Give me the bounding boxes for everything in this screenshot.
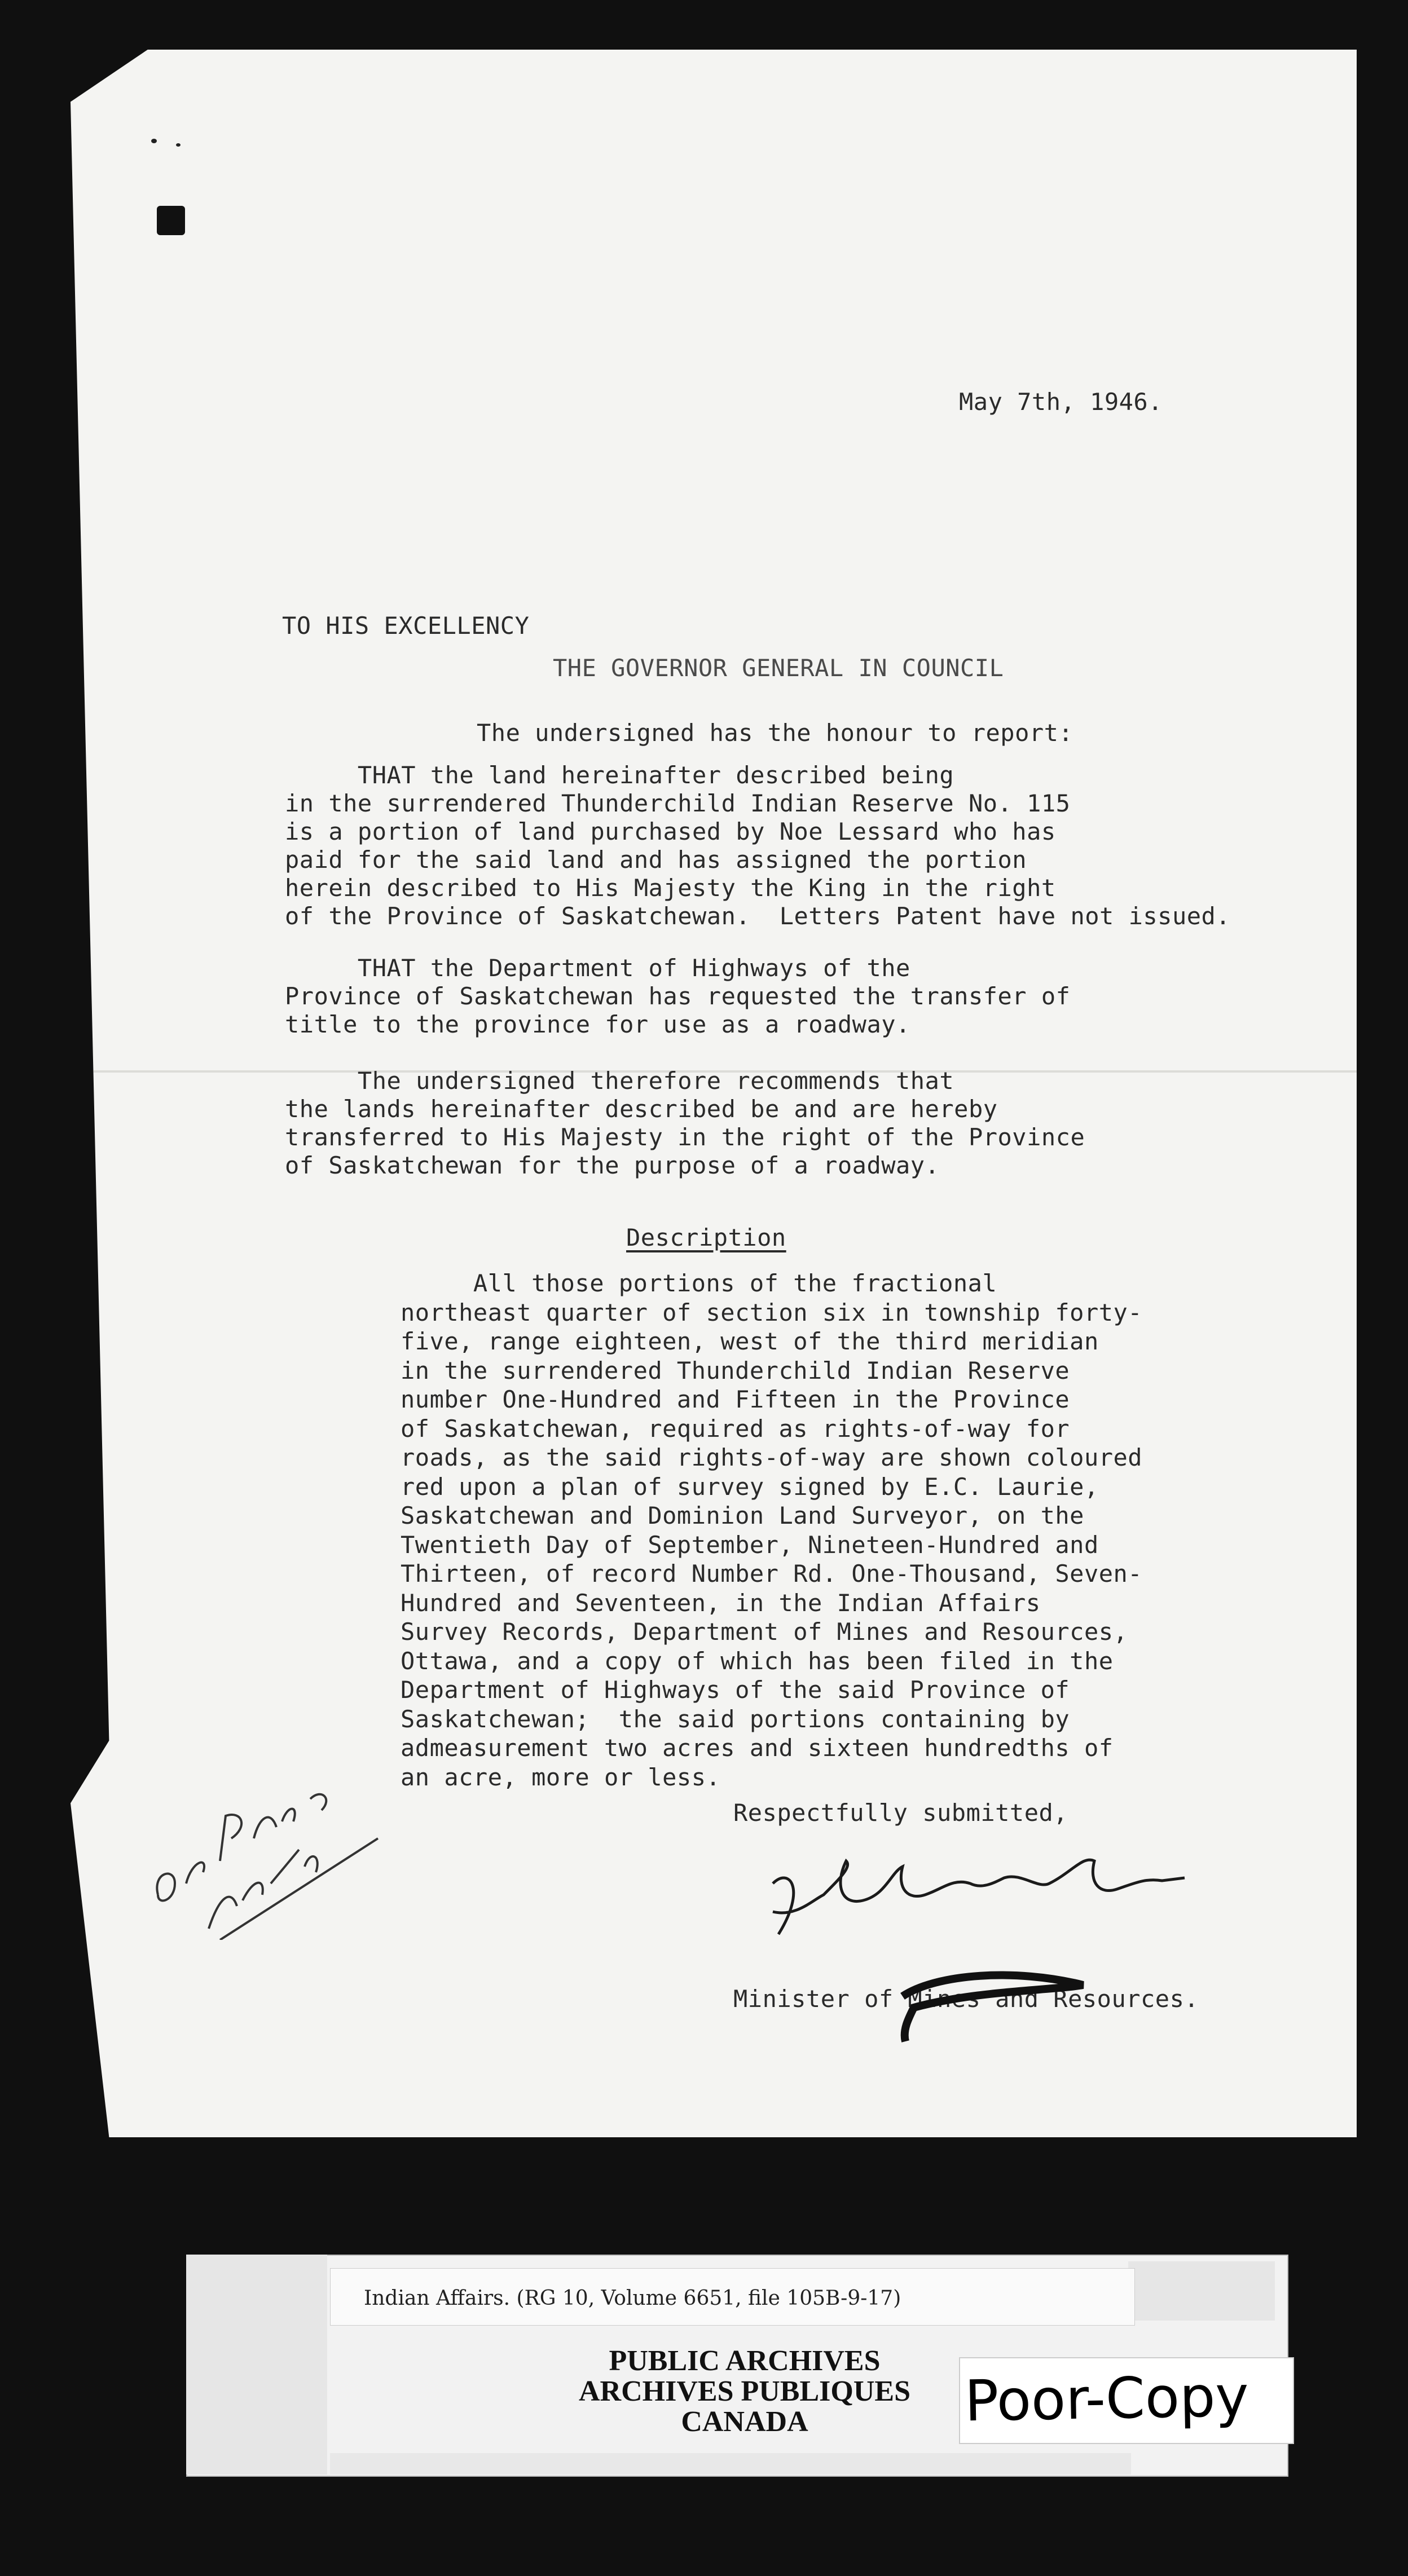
letter-date: May 7th, 1946. [959, 388, 1163, 416]
label-edge [330, 2453, 1131, 2474]
archive-caption: Indian Affairs. (RG 10, Volume 6651, file 105B-9-17) [364, 2287, 901, 2310]
speck-mark [151, 139, 157, 143]
closing-line: Respectfully submitted, [733, 1799, 1068, 1827]
poor-copy-note: Poor-Copy [964, 2363, 1249, 2434]
addressee: TO HIS EXCELLENCY [282, 612, 530, 639]
paragraph-recommendation: The undersigned therefore recommends that the lands hereinafter described be and are hereby transferred to His Majesty in the right of the Province of Saskatchewan for the purpose of a roadway. [285, 1067, 1085, 1179]
punch-mark [157, 206, 185, 235]
council-line: THE GOVERNOR GENERAL IN COUNCIL [553, 654, 1004, 682]
report-intro: The undersigned has the honour to report: [477, 719, 1073, 747]
label-edge [1128, 2261, 1275, 2321]
stamp-line: CANADA [681, 2406, 808, 2438]
archives-stamp [496, 2346, 993, 2437]
paragraph-highways-request: THAT the Department of Highways of the Province of Saskatchewan has requested the transfer of title to the province for use as a roadway. [285, 954, 1071, 1038]
paragraph-land-description: THAT the land hereinafter described being in the surrendered Thunderchild Indian Reserve No. 115 is a portion of land purchased by Noe Lessard who has paid for the said land and has assigned the portion herein described to His Majesty the King in the right of the Province of Saskatchewan. Letters Patent have not issued. [285, 761, 1231, 930]
signature [756, 1844, 1207, 1957]
stamp-line: PUBLIC ARCHIVES [609, 2345, 881, 2377]
stamp-line: ARCHIVES PUBLIQUES [578, 2375, 911, 2407]
margin-notation [141, 1726, 395, 1940]
ribbon-mark [891, 1962, 1094, 2047]
label-edge [186, 2255, 327, 2474]
speck-mark [176, 143, 181, 147]
minister-title: Minister of Mines and Resources. [733, 1985, 1199, 2013]
description-heading: Description [626, 1224, 786, 1251]
description-body: All those portions of the fractional northeast quarter of section six in township forty- five, range eighteen, west of the third meridian in the surrendered Thunderchild Indian Reserve number One-Hundred and Fifteen in the Province of Saskatchewan, required as rights-of-way for roads, as the said rights-of-way are shown coloured red upon a plan of survey signed by E.C. Laurie, Saskatchewan and Dominion Land Surveyor, on the Twentieth Day of September, Nineteen-Hundred and Thirteen, of record Number Rd. One-Thousand, Seven- Hundred and Seventeen, in the Indian Affairs Survey Records, Department of Mines and Resources, Ottawa, and a copy of which has been filed in the Department of Highways of the said Province of Saskatchewan; the said portions containing by admeasurement two acres and sixteen hundredths of an acre, more or less. [401, 1269, 1143, 1791]
